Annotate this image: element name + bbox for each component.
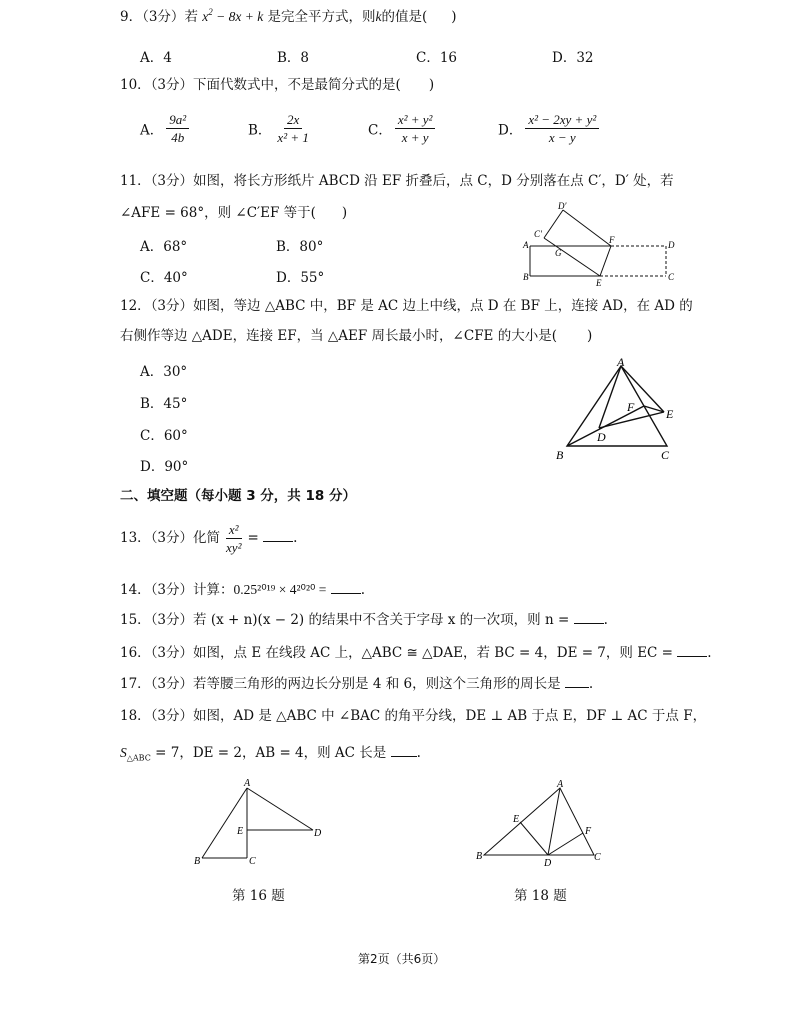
question-score: （3分） xyxy=(150,645,194,661)
caption-fig18: 第 18 题 xyxy=(514,888,567,904)
question-11-line2 xyxy=(120,204,347,222)
question-number: 10． xyxy=(120,77,151,93)
answer-blank[interactable] xyxy=(331,581,361,594)
option-c[interactable]: C．40° xyxy=(140,270,188,286)
math-expression: 0.25²⁰¹⁹ × 4²⁰²⁰ = xyxy=(233,582,327,597)
label-f: F xyxy=(627,400,635,414)
question-18-line2 xyxy=(120,744,421,768)
question-17 xyxy=(120,675,593,693)
question-number: 18． xyxy=(120,708,151,724)
answer-blank[interactable] xyxy=(565,675,589,688)
segment-ab xyxy=(202,788,247,858)
question-15 xyxy=(120,611,608,629)
option-b[interactable]: B． $\frac{2x}{\text{x² + 1}}$ xyxy=(248,112,309,145)
label-d: D xyxy=(668,240,675,250)
answer-blank[interactable] xyxy=(391,744,417,757)
segment-ec-prime xyxy=(544,238,600,276)
figure-q18 xyxy=(472,778,612,870)
label-c: C xyxy=(668,272,675,282)
math-subscript: △ABC xyxy=(126,753,151,763)
question-18 xyxy=(120,707,706,725)
segment-ad xyxy=(599,366,621,428)
question-number: 9． xyxy=(120,9,143,25)
label-g: G xyxy=(555,248,562,258)
answer-paren: ) xyxy=(341,205,348,221)
label-b: B xyxy=(476,851,483,862)
question-text: 如图，AD 是 △ABC 中 ∠BAC 的角平分线，DE ⊥ AB 于点 E，DF ⊥ AC 于点 F， xyxy=(193,708,707,724)
equals-sign: = xyxy=(247,530,259,546)
label-d: D xyxy=(597,430,606,444)
segment-ef xyxy=(600,246,611,276)
question-number: 12． xyxy=(120,298,151,314)
question-10 xyxy=(120,76,434,94)
option-b[interactable]: B．45° xyxy=(140,396,188,412)
question-12-line2 xyxy=(120,327,592,345)
question-score: （3分） xyxy=(142,9,185,25)
label-e: E xyxy=(513,814,520,825)
option-a[interactable]: A．4 xyxy=(140,50,172,66)
label-e: E xyxy=(237,826,244,837)
option-c[interactable]: C．60° xyxy=(140,428,188,444)
option-d[interactable]: D． $\frac{\text{x² − 2xy + y²}}{x - y}$ xyxy=(498,112,602,145)
caption-fig16: 第 16 题 xyxy=(232,888,285,904)
label-e: E xyxy=(596,278,602,286)
answer-blank[interactable] xyxy=(677,644,707,657)
period: . xyxy=(416,745,421,761)
label-d-prime: D′ xyxy=(558,201,567,211)
question-number: 16． xyxy=(120,645,151,661)
label-e: E xyxy=(666,407,674,421)
question-13 xyxy=(120,522,297,555)
question-text: 右侧作等边 △ADE，连接 EF，当 △AEF 周长最小时，∠CFE 的大小是( xyxy=(120,328,557,344)
segment-de xyxy=(599,412,664,428)
label-c: C xyxy=(661,448,670,462)
question-number: 17． xyxy=(120,676,151,692)
period: . xyxy=(588,676,594,692)
label-a: A xyxy=(557,779,564,790)
question-number: 13． xyxy=(120,530,151,546)
question-text: 化简 xyxy=(193,530,221,546)
question-score: （3分） xyxy=(150,708,194,724)
question-text: 如图，等边 △ABC 中，BF 是 AC 边上中线，点 D 在 BF 上，连接 AD，在 AD 的 xyxy=(193,298,693,314)
question-text: ∠AFE = 68°，则 ∠C′EF 等于( xyxy=(120,205,316,221)
answer-paren: ) xyxy=(586,328,593,344)
question-text: 若 (x + n)(x − 2) 的结果中不含关于字母 x 的一次项，则 n = xyxy=(193,612,570,628)
label-f: F xyxy=(609,235,615,245)
label-f: F xyxy=(585,826,592,837)
question-score: （3分） xyxy=(150,582,194,598)
answer-paren: ) xyxy=(428,77,435,93)
question-number: 11． xyxy=(120,173,151,189)
period: . xyxy=(360,582,365,598)
question-score: （3分） xyxy=(150,530,194,546)
option-c[interactable]: C．16 xyxy=(416,50,458,66)
option-d[interactable]: D．55° xyxy=(276,270,325,286)
question-text: 是完全平方式，则 xyxy=(267,9,376,25)
option-c[interactable]: C． $\frac{\text{x² + y²}}{x + y}$ xyxy=(368,112,438,145)
figure-q16 xyxy=(190,778,330,868)
label-c: C xyxy=(249,856,256,867)
label-b: B xyxy=(523,272,529,282)
label-a: A xyxy=(244,778,251,789)
question-text: 计算： xyxy=(193,582,234,598)
answer-paren: ) xyxy=(451,9,457,25)
period: . xyxy=(707,645,712,661)
question-9 xyxy=(120,8,457,26)
question-12 xyxy=(120,297,693,315)
question-text: = 7，DE = 2，AB = 4，则 AC 长是 xyxy=(155,745,387,761)
question-text: 下面代数式中，不是最简分式的是( xyxy=(193,77,401,93)
section-heading-fill-in: 二、填空题（每小题 3 分，共 18 分） xyxy=(120,488,356,504)
question-score: （3分） xyxy=(150,298,194,314)
option-a[interactable]: A．68° xyxy=(140,239,188,255)
segment-de xyxy=(520,822,548,855)
label-d: D xyxy=(314,828,322,839)
option-a[interactable]: A．30° xyxy=(140,364,188,380)
math-fraction: $\frac{\text{x²}}{\text{xy²}}$ xyxy=(226,522,242,555)
figure-q11-fold xyxy=(516,200,686,286)
option-d[interactable]: D．90° xyxy=(140,459,189,475)
question-text: 的值是( xyxy=(381,9,428,25)
segment-d-prime-f xyxy=(563,210,611,246)
label-a: A xyxy=(523,240,529,250)
question-score: （3分） xyxy=(150,173,194,189)
page-footer: 第2页（共6页） xyxy=(358,952,446,966)
question-number: 14． xyxy=(120,582,151,598)
question-14 xyxy=(120,581,365,599)
label-c-prime: C′ xyxy=(534,229,542,239)
label-c: C xyxy=(594,852,601,863)
question-text: 如图，将长方形纸片 ABCD 沿 EF 折叠后，点 C，D 分别落在点 C′，D′ 处，若 xyxy=(193,173,674,189)
segment-df xyxy=(548,833,583,855)
math-area-symbol: S xyxy=(120,745,127,760)
segment-c-prime-d-prime xyxy=(544,210,563,238)
question-score: （3分） xyxy=(150,612,194,628)
question-number: 15． xyxy=(120,612,151,628)
answer-blank[interactable] xyxy=(574,611,604,624)
question-11 xyxy=(120,172,674,190)
answer-blank[interactable] xyxy=(263,529,293,542)
question-text: 如图，点 E 在线段 AC 上，△ABC ≅ △DAE，若 BC = 4，DE = 7，则 EC = xyxy=(193,645,673,661)
question-text: 若 xyxy=(184,9,198,25)
label-a: A xyxy=(617,356,625,369)
option-d[interactable]: D．32 xyxy=(552,50,594,66)
question-score: （3分） xyxy=(150,676,194,692)
period: . xyxy=(603,612,608,628)
label-b: B xyxy=(556,448,564,462)
option-a[interactable]: A． $\frac{\text{9a²}}{4b}$ xyxy=(140,112,192,145)
figure-q12-triangle xyxy=(550,356,690,464)
math-expression: $x^2 - 8x + k$ xyxy=(202,7,264,24)
period: . xyxy=(293,530,298,546)
question-score: （3分） xyxy=(150,77,194,93)
segment-ad xyxy=(548,788,560,855)
option-b[interactable]: B．80° xyxy=(276,239,324,255)
segment-ad xyxy=(247,788,313,830)
label-d: D xyxy=(544,858,552,869)
question-text: 若等腰三角形的两边长分别是 4 和 6，则这个三角形的周长是 xyxy=(193,676,561,692)
label-b: B xyxy=(194,856,201,867)
question-16 xyxy=(120,644,712,662)
math-variable: k xyxy=(375,9,382,24)
option-b[interactable]: B．8 xyxy=(277,50,310,66)
